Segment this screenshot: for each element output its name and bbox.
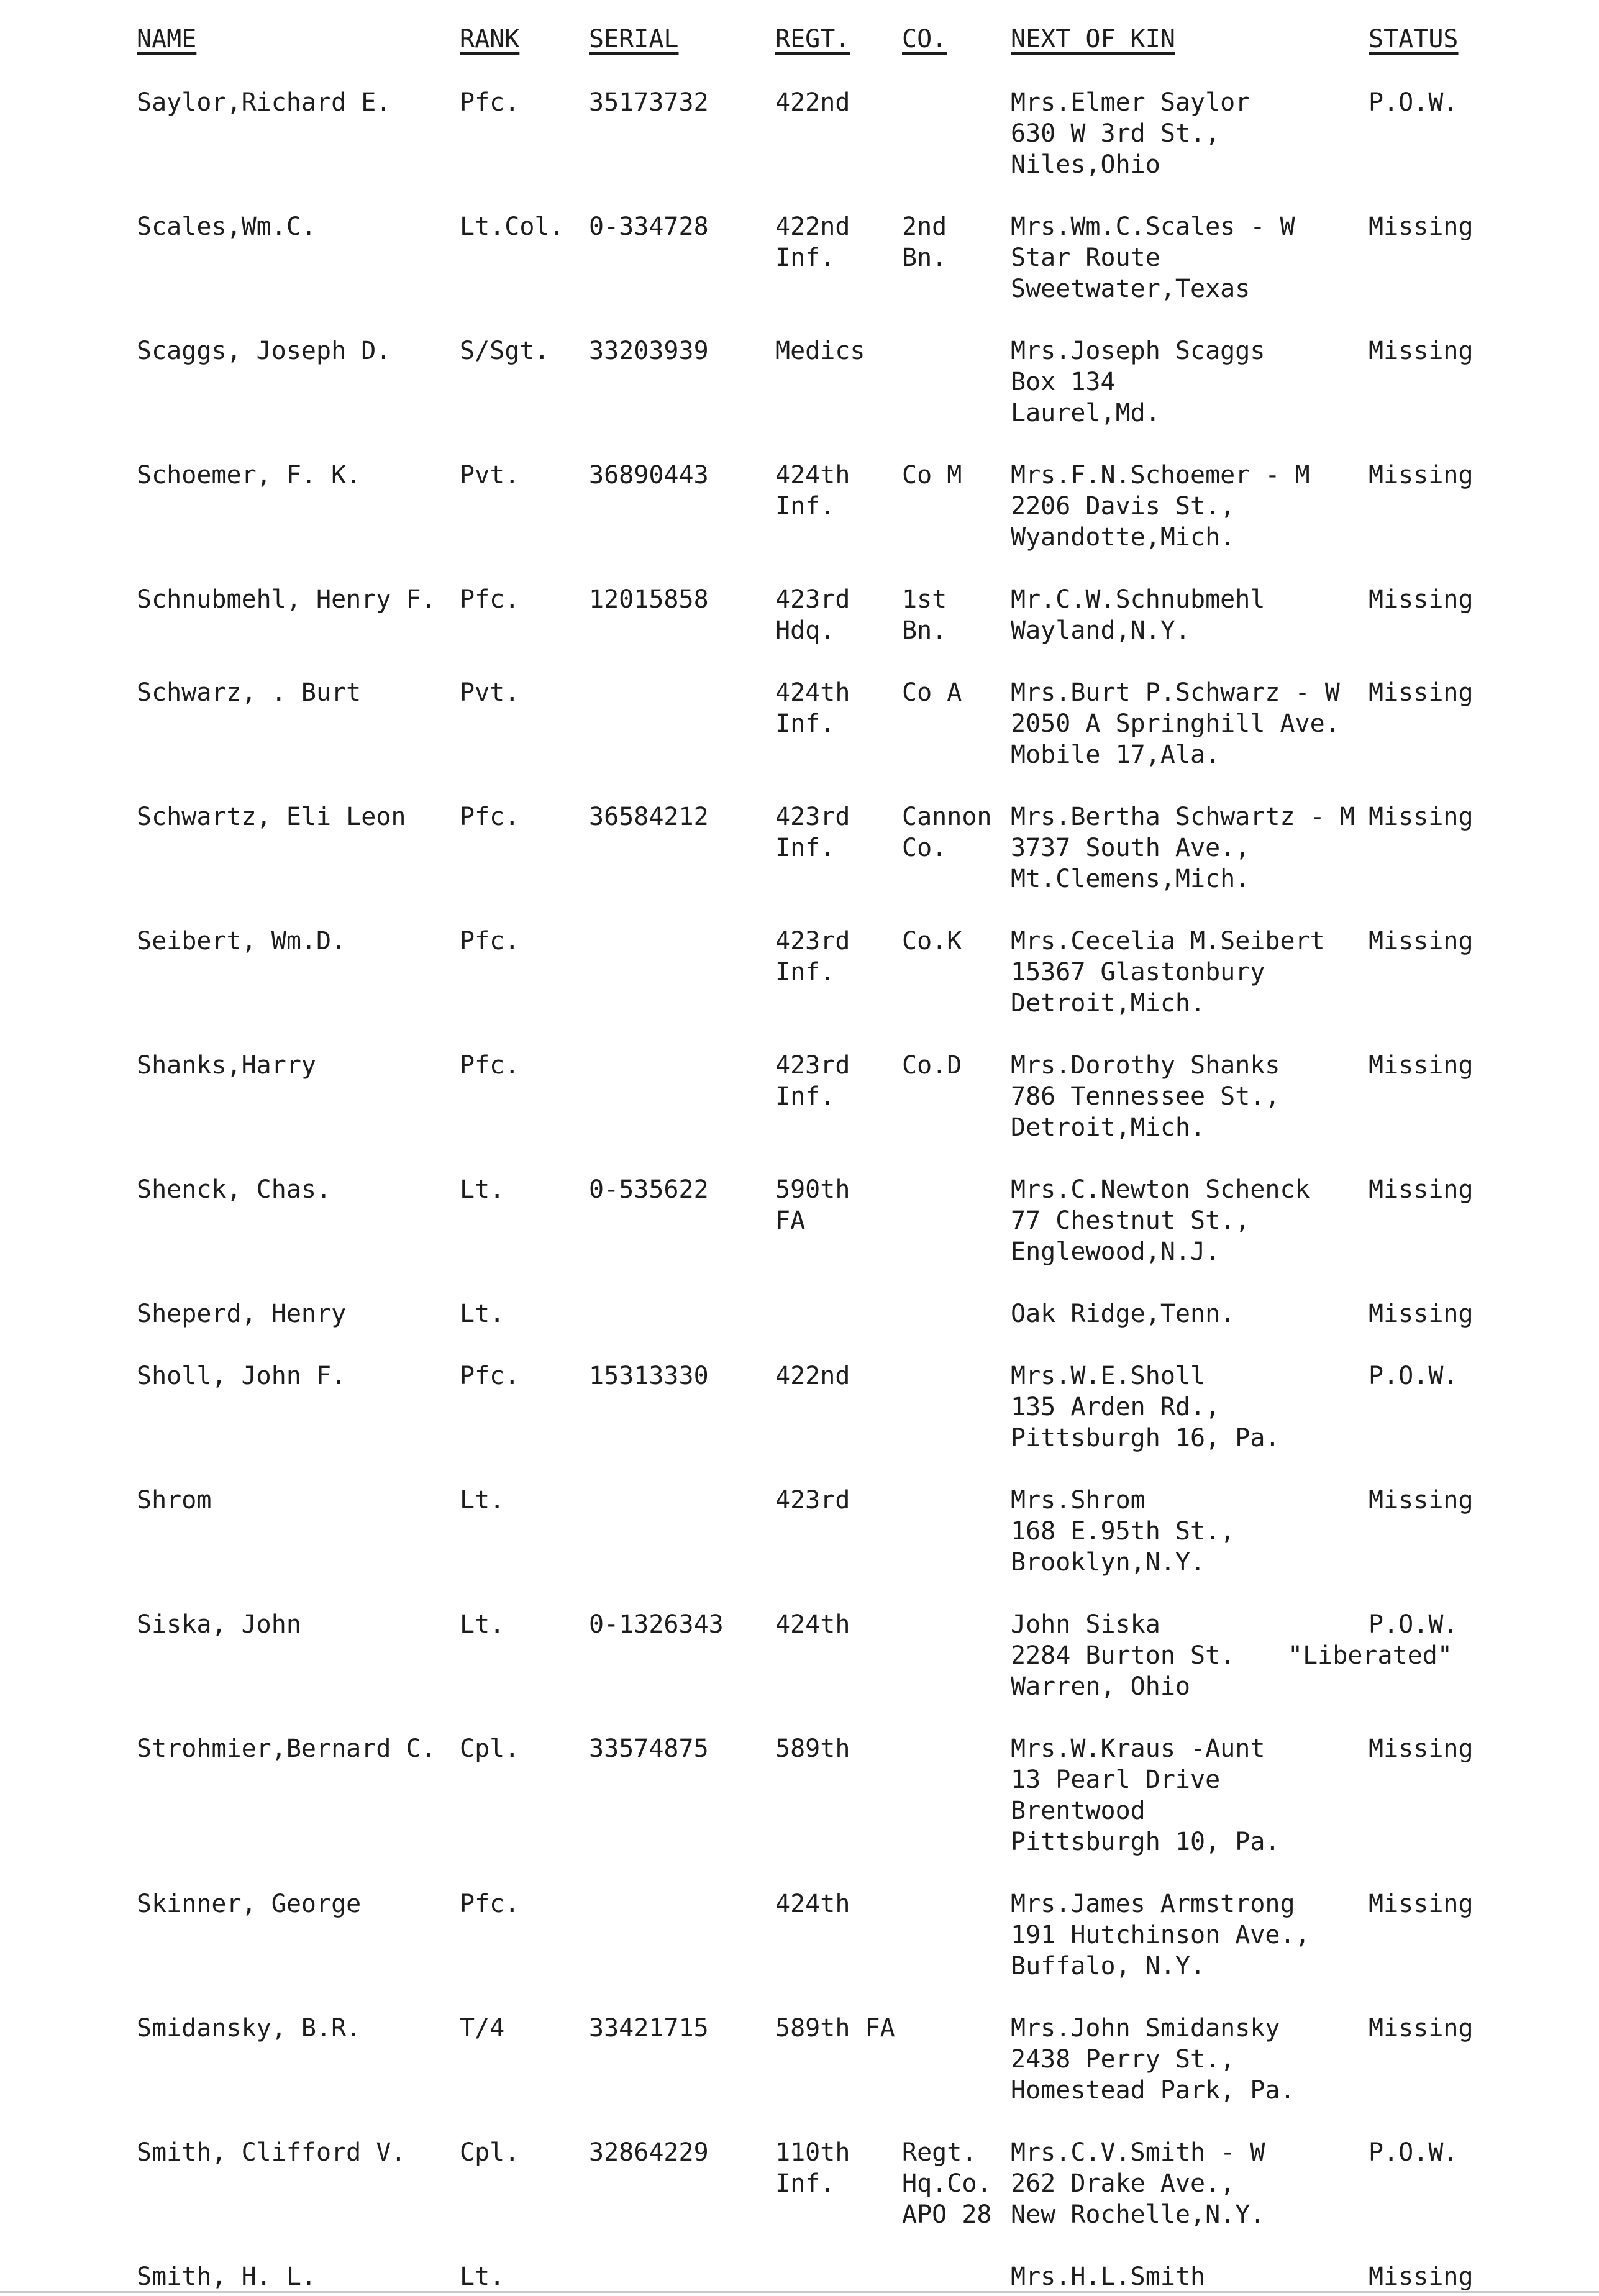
cell-co-line: APO 28: [902, 2200, 992, 2229]
cell-name: Schoemer, F. K.: [137, 461, 362, 490]
cell-regt-line: 423rd: [775, 803, 850, 831]
cell-next-of-kin-line: Detroit,Mich.: [1011, 1113, 1206, 1142]
cell-next-of-kin-line: Mrs.Elmer Saylor: [1011, 88, 1250, 117]
cell-regt: [775, 1050, 850, 1112]
header-name: NAME: [137, 25, 197, 53]
cell-name: Sholl, John F.: [137, 1362, 347, 1390]
cell-regt-line: 424th: [775, 461, 850, 490]
cell-next-of-kin-line: Mrs.Bertha Schwartz - M: [1011, 803, 1355, 831]
cell-next-of-kin: [1011, 1733, 1280, 1857]
cell-regt: [775, 335, 865, 367]
cell-next-of-kin: [1011, 335, 1265, 429]
cell-regt: [775, 1174, 850, 1236]
cell-name: Schnubmehl, Henry F.: [137, 585, 436, 614]
cell-next-of-kin: [1011, 1174, 1310, 1267]
cell-rank: Lt.: [460, 1486, 505, 1515]
cell-next-of-kin-line: Warren, Ohio: [1011, 1672, 1190, 1701]
cell-status-line: Missing: [1369, 678, 1474, 707]
cell-co-line: 2nd: [902, 212, 947, 241]
cell-co: [902, 460, 962, 491]
cell-serial: 0-535622: [589, 1175, 709, 1204]
cell-status-line: Missing: [1369, 2262, 1474, 2291]
cell-status: [1369, 335, 1474, 367]
cell-regt-line: 422nd: [775, 212, 850, 241]
cell-regt-line: Inf.: [775, 709, 836, 738]
cell-next-of-kin-line: 786 Tennessee St.,: [1011, 1082, 1280, 1111]
cell-next-of-kin-line: Sweetwater,Texas: [1011, 275, 1250, 303]
cell-next-of-kin-line: Mrs.F.N.Schoemer - M: [1011, 461, 1310, 490]
cell-regt-line: 589th FA: [775, 2014, 895, 2043]
cell-next-of-kin-line: John Siska: [1011, 1610, 1160, 1639]
cell-next-of-kin-line: Buffalo, N.Y.: [1011, 1952, 1206, 1980]
cell-rank: S/Sgt.: [460, 337, 550, 365]
cell-regt-line: 424th: [775, 678, 850, 707]
cell-name: Scaggs, Joseph D.: [137, 337, 391, 365]
cell-co-line: Co M: [902, 461, 962, 490]
cell-co: [902, 2137, 992, 2230]
cell-next-of-kin: [1011, 1609, 1235, 1702]
cell-name: Sheperd, Henry: [137, 1300, 347, 1328]
cell-serial: 33203939: [589, 337, 709, 365]
cell-next-of-kin-line: Wyandotte,Mich.: [1011, 523, 1236, 552]
cell-status-line: Missing: [1369, 337, 1474, 365]
cell-next-of-kin-line: Laurel,Md.: [1011, 399, 1160, 427]
cell-next-of-kin-line: 2438 Perry St.,: [1011, 2045, 1236, 2074]
cell-status: [1288, 1609, 1459, 1671]
cell-status: [1369, 1485, 1474, 1516]
cell-regt-line: 422nd: [775, 1362, 850, 1390]
cell-status: [1369, 801, 1474, 832]
cell-next-of-kin: [1011, 677, 1340, 770]
cell-next-of-kin-line: 135 Arden Rd.,: [1011, 1393, 1221, 1421]
cell-next-of-kin-line: Mr.C.W.Schnubmehl: [1011, 585, 1265, 614]
cell-co-line: Co.: [902, 834, 947, 862]
cell-status: [1369, 1174, 1474, 1205]
header-next-of-kin: NEXT OF KIN: [1011, 25, 1175, 53]
cell-next-of-kin-line: 191 Hutchinson Ave.,: [1011, 1921, 1310, 1949]
cell-name: Scales,Wm.C.: [137, 212, 316, 241]
cell-name: Saylor,Richard E.: [137, 88, 391, 117]
cell-status-line: Missing: [1369, 803, 1474, 831]
cell-status-line: Missing: [1369, 1051, 1474, 1080]
cell-status: [1369, 211, 1474, 242]
cell-regt: [775, 87, 850, 118]
cell-regt-line: Medics: [775, 337, 865, 365]
cell-status-line: P.O.W.: [1369, 1610, 1459, 1639]
cell-next-of-kin-line: New Rochelle,N.Y.: [1011, 2200, 1265, 2229]
cell-regt-line: Inf.: [775, 492, 836, 521]
cell-name: Schwarz, . Burt: [137, 678, 362, 707]
cell-name: Shrom: [137, 1486, 212, 1515]
cell-regt-line: 590th: [775, 1175, 850, 1204]
cell-regt: [775, 1888, 850, 1920]
header-status: STATUS: [1369, 25, 1459, 53]
cell-status-line: Missing: [1369, 1175, 1474, 1204]
cell-status-line: Missing: [1369, 927, 1474, 955]
cell-next-of-kin-line: Mrs.Shrom: [1011, 1486, 1146, 1515]
header-co: CO.: [902, 25, 947, 53]
cell-next-of-kin-line: 2206 Davis St.,: [1011, 492, 1236, 521]
cell-next-of-kin-line: Star Route: [1011, 244, 1160, 272]
cell-next-of-kin-line: Mrs.C.V.Smith - W: [1011, 2138, 1265, 2167]
cell-co-line: Co.D: [902, 1051, 962, 1080]
cell-status: [1369, 460, 1474, 491]
cell-next-of-kin: [1011, 1298, 1235, 1329]
cell-status-line: Missing: [1369, 1734, 1474, 1763]
cell-regt-line: Inf.: [775, 2169, 836, 2198]
cell-regt-line: 424th: [775, 1610, 850, 1639]
cell-regt: [775, 1609, 850, 1640]
cell-rank: Lt.: [460, 1175, 505, 1204]
cell-next-of-kin-line: Brentwood: [1011, 1797, 1146, 1825]
cell-regt-line: 423rd: [775, 927, 850, 955]
cell-next-of-kin-line: 2050 A Springhill Ave.: [1011, 709, 1340, 738]
cell-status-line: Missing: [1369, 1486, 1474, 1515]
cell-status-line: "Liberated": [1288, 1641, 1452, 1670]
cell-next-of-kin-line: Pittsburgh 10, Pa.: [1011, 1828, 1280, 1856]
cell-next-of-kin-line: Mrs.W.Kraus -Aunt: [1011, 1734, 1265, 1763]
cell-name: Shenck, Chas.: [137, 1175, 332, 1204]
cell-regt-line: 110th: [775, 2138, 850, 2167]
cell-regt-line: 589th: [775, 1734, 850, 1763]
cell-regt: [775, 1360, 850, 1392]
cell-status-line: Missing: [1369, 1300, 1474, 1328]
cell-name: Strohmier,Bernard C.: [137, 1734, 436, 1763]
cell-name: Smidansky, B.R.: [137, 2014, 362, 2043]
cell-regt-line: Inf.: [775, 834, 836, 862]
header-serial: SERIAL: [589, 25, 679, 53]
cell-rank: Lt.Col.: [460, 212, 565, 241]
cell-regt-line: Hdq.: [775, 616, 836, 645]
cell-next-of-kin: [1011, 2137, 1265, 2230]
cell-serial: 36584212: [589, 803, 709, 831]
cell-rank: Pfc.: [460, 88, 520, 117]
cell-rank: Lt.: [460, 1610, 505, 1639]
cell-regt: [775, 1485, 850, 1516]
cell-next-of-kin: [1011, 1485, 1235, 1578]
cell-status: [1369, 1360, 1459, 1392]
cell-serial: 35173732: [589, 88, 709, 117]
cell-rank: Cpl.: [460, 2138, 520, 2167]
cell-co: [902, 1050, 962, 1081]
cell-co-line: Cannon: [902, 803, 992, 831]
cell-next-of-kin-line: Mrs.Joseph Scaggs: [1011, 337, 1265, 365]
cell-co-line: Co A: [902, 678, 962, 707]
cell-rank: Pfc.: [460, 1362, 520, 1390]
cell-regt: [775, 677, 850, 739]
cell-next-of-kin-line: Mrs.Dorothy Shanks: [1011, 1051, 1280, 1080]
cell-next-of-kin-line: Mrs.John Smidansky: [1011, 2014, 1280, 2043]
cell-co: [902, 801, 992, 863]
cell-regt: [775, 460, 850, 522]
cell-rank: Pfc.: [460, 1890, 520, 1918]
cell-regt-line: 423rd: [775, 1486, 850, 1515]
cell-name: Skinner, George: [137, 1890, 362, 1918]
cell-co: [902, 677, 962, 708]
cell-next-of-kin-line: Mt.Clemens,Mich.: [1011, 865, 1250, 893]
cell-next-of-kin: [1011, 460, 1310, 553]
cell-name: Seibert, Wm.D.: [137, 927, 347, 955]
cell-next-of-kin-line: 13 Pearl Drive: [1011, 1765, 1221, 1794]
cell-co: [902, 211, 947, 273]
cell-next-of-kin: [1011, 2261, 1205, 2292]
cell-rank: Cpl.: [460, 1734, 520, 1763]
cell-rank: Lt.: [460, 2262, 505, 2291]
cell-regt: [775, 2013, 895, 2044]
cell-regt-line: Inf.: [775, 244, 836, 272]
cell-rank: Pfc.: [460, 1051, 520, 1080]
cell-status: [1369, 2137, 1459, 2168]
cell-serial: 15313330: [589, 1362, 709, 1390]
cell-next-of-kin: [1011, 87, 1250, 180]
cell-next-of-kin: [1011, 1050, 1280, 1143]
cell-status-line: Missing: [1369, 1890, 1474, 1918]
cell-rank: T/4: [460, 2014, 505, 2043]
cell-status-line: Missing: [1369, 2014, 1474, 2043]
cell-rank: Pfc.: [460, 803, 520, 831]
cell-status: [1369, 1888, 1474, 1920]
cell-serial: 12015858: [589, 585, 709, 614]
cell-status: [1369, 2261, 1474, 2292]
cell-co: [902, 926, 962, 957]
cell-regt-line: 422nd: [775, 88, 850, 117]
cell-co-line: Hq.Co.: [902, 2169, 992, 2198]
cell-serial: 0-334728: [589, 212, 709, 241]
header-regt: REGT.: [775, 25, 850, 53]
cell-serial: 0-1326343: [589, 1610, 724, 1639]
cell-next-of-kin-line: Box 134: [1011, 368, 1116, 396]
header-rank: RANK: [460, 25, 520, 53]
cell-next-of-kin: [1011, 926, 1325, 1019]
cell-rank: Pvt.: [460, 461, 520, 490]
cell-status: [1369, 584, 1474, 615]
cell-next-of-kin-line: Mobile 17,Ala.: [1011, 740, 1221, 769]
cell-co-line: Bn.: [902, 616, 947, 645]
cell-rank: Pfc.: [460, 585, 520, 614]
cell-next-of-kin: [1011, 1888, 1310, 1982]
cell-status-line: Missing: [1369, 461, 1474, 490]
cell-next-of-kin-line: Mrs.Cecelia M.Seibert: [1011, 927, 1325, 955]
cell-next-of-kin-line: Detroit,Mich.: [1011, 989, 1206, 1018]
cell-next-of-kin-line: 3737 South Ave.,: [1011, 834, 1250, 862]
cell-status: [1369, 677, 1474, 708]
cell-name: Smith, Clifford V.: [137, 2138, 406, 2167]
cell-next-of-kin: [1011, 801, 1355, 895]
cell-next-of-kin-line: Wayland,N.Y.: [1011, 616, 1190, 645]
cell-next-of-kin-line: 15367 Glastonbury: [1011, 958, 1265, 986]
cell-status: [1369, 1298, 1474, 1329]
cell-status-line: P.O.W.: [1369, 2138, 1459, 2167]
cell-status-line: P.O.W.: [1369, 1362, 1459, 1390]
cell-name: Shanks,Harry: [137, 1051, 316, 1080]
cell-next-of-kin: [1011, 1360, 1280, 1454]
cell-next-of-kin-line: Niles,Ohio: [1011, 150, 1160, 179]
cell-co-line: 1st: [902, 585, 947, 614]
cell-regt-line: 423rd: [775, 1051, 850, 1080]
page-edge-divider: [0, 2291, 1599, 2293]
cell-status-line: P.O.W.: [1369, 88, 1459, 117]
cell-rank: Pvt.: [460, 678, 520, 707]
cell-next-of-kin: [1011, 211, 1295, 304]
cell-next-of-kin-line: Mrs.H.L.Smith: [1011, 2262, 1206, 2291]
cell-status-line: Missing: [1369, 212, 1474, 241]
cell-regt-line: 423rd: [775, 585, 850, 614]
cell-next-of-kin-line: Homestead Park, Pa.: [1011, 2076, 1295, 2105]
cell-next-of-kin-line: Englewood,N.J.: [1011, 1237, 1221, 1266]
cell-regt: [775, 584, 850, 646]
cell-co-line: Regt.: [902, 2138, 977, 2167]
cell-status: [1369, 1733, 1474, 1764]
cell-name: Schwartz, Eli Leon: [137, 803, 406, 831]
cell-next-of-kin-line: Mrs.Burt P.Schwarz - W: [1011, 678, 1340, 707]
cell-status-line: Missing: [1369, 585, 1474, 614]
cell-next-of-kin-line: Mrs.C.Newton Schenck: [1011, 1175, 1310, 1204]
cell-next-of-kin: [1011, 2013, 1295, 2106]
cell-co-line: Bn.: [902, 244, 947, 272]
cell-co: [902, 584, 947, 646]
cell-next-of-kin-line: 2284 Burton St.: [1011, 1641, 1236, 1670]
cell-serial: 36890443: [589, 461, 709, 490]
cell-status: [1369, 926, 1474, 957]
cell-regt: [775, 211, 850, 273]
cell-regt-line: FA: [775, 1206, 806, 1235]
cell-rank: Pfc.: [460, 927, 520, 955]
cell-co-line: Co.K: [902, 927, 962, 955]
cell-regt-line: Inf.: [775, 958, 836, 986]
cell-rank: Lt.: [460, 1300, 505, 1328]
cell-status: [1369, 1050, 1474, 1081]
cell-regt: [775, 926, 850, 988]
cell-next-of-kin-line: 262 Drake Ave.,: [1011, 2169, 1236, 2198]
cell-status: [1369, 2013, 1474, 2044]
cell-next-of-kin-line: Pittsburgh 16, Pa.: [1011, 1424, 1280, 1452]
cell-next-of-kin-line: Mrs.W.E.Sholl: [1011, 1362, 1206, 1390]
cell-next-of-kin-line: Oak Ridge,Tenn.: [1011, 1300, 1236, 1328]
cell-name: Siska, John: [137, 1610, 301, 1639]
cell-status: [1369, 87, 1459, 118]
cell-serial: 33574875: [589, 1734, 709, 1763]
cell-next-of-kin: [1011, 584, 1265, 646]
cell-regt: [775, 1733, 850, 1764]
cell-next-of-kin-line: Mrs.Wm.C.Scales - W: [1011, 212, 1295, 241]
cell-regt-line: Inf.: [775, 1082, 836, 1111]
cell-next-of-kin-line: 630 W 3rd St.,: [1011, 119, 1221, 148]
cell-regt-line: 424th: [775, 1890, 850, 1918]
cell-serial: 32864229: [589, 2138, 709, 2167]
cell-next-of-kin-line: Brooklyn,N.Y.: [1011, 1548, 1206, 1577]
cell-next-of-kin-line: 168 E.95th St.,: [1011, 1517, 1236, 1546]
cell-serial: 33421715: [589, 2014, 709, 2043]
cell-regt: [775, 2137, 850, 2199]
cell-next-of-kin-line: 77 Chestnut St.,: [1011, 1206, 1250, 1235]
cell-next-of-kin-line: Mrs.James Armstrong: [1011, 1890, 1295, 1918]
cell-regt: [775, 801, 850, 863]
cell-name: Smith, H. L.: [137, 2262, 316, 2291]
